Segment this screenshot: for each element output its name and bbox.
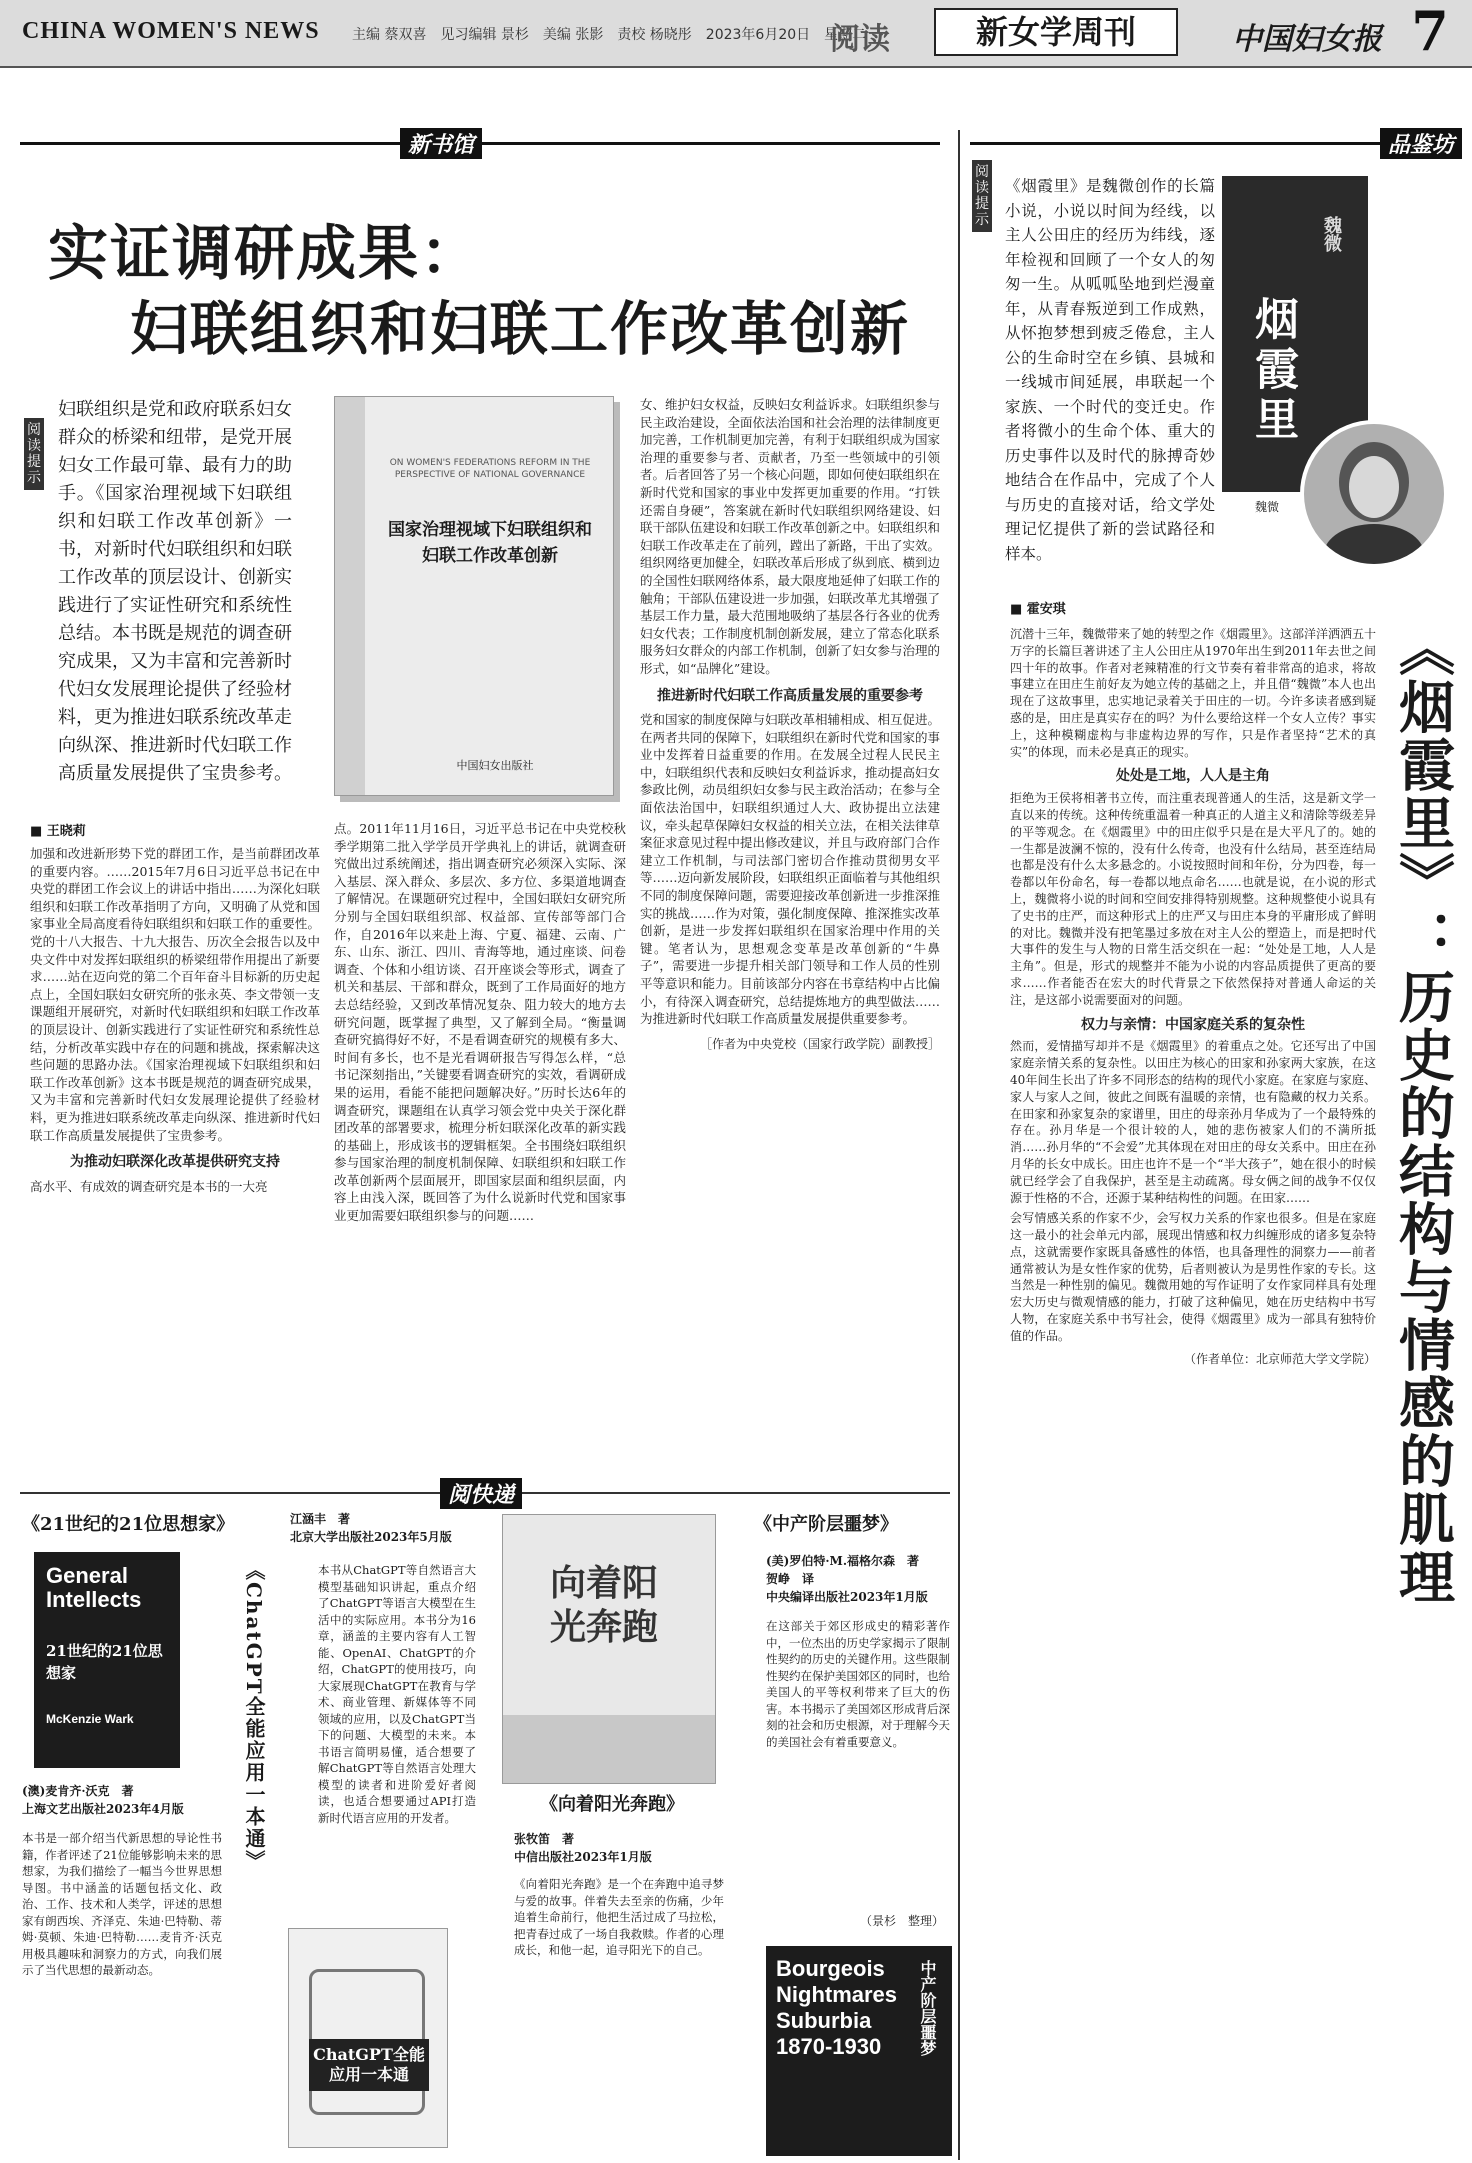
page-number: 7 (1411, 0, 1449, 63)
column-1-text: 加强和改进新形势下党的群团工作，是当前群团改革的重要内容。……2015年7月6日习近平总书记在中央党的群团工作会议上的讲话中指出……为深化妇联组织和妇联工作改革指明了方向，又明确了从党和国家事业全局高度看待妇联组织和妇联工作的重要性。党的十八大报告、十九大报告、历次全会报告以及中央文件中对发挥妇联组织的桥梁纽带作用提出了新要求……站在迈向党的第二个百年奋斗目标新的历史起点上，全国妇联妇女研究所的张永英、李文带领一支课题组开展研究，对新时代妇联组织和妇联工作改革的顶层设计、创新实践进行了实证性研究和系统性总结，分析改革实践中存在的问题和挑战，探索解决这些问题的思路办法。《国家治理视域下妇联组织和妇联工作改革创新》这本书既是规范的调查研究成果，又为丰富和完善新时代妇女发展理论提供了经验材料，更为推进妇联系统改革走向纵深、推进新时代妇联工作高质量发展提供了宝贵参考。 (30, 846, 320, 1143)
article-intro: 妇联组织是党和政府联系妇女群众的桥梁和纽带，是党开展妇女工作最可靠、最有力的助手。《国家治理视域下妇联组织和妇联工作改革创新》一书，对新时代妇联组织和妇联工作改革的顶层设计、创新实践进行了实证性研究和系统性总结。本书既是规范的调查研究成果，又为丰富和完善新时代妇女发展理论提供了经验材料，更为推进妇联系统改革走向纵深、推进新时代妇联工作高质量发展提供了宝贵参考。 (58, 399, 292, 784)
book2-publisher: 北京大学出版社2023年5月版 (290, 1530, 452, 1544)
book-title: 国家治理视域下妇联组织和妇联工作改革创新 (388, 520, 592, 566)
reading-tip-tag: 阅读提示 (24, 418, 44, 490)
book4-cover (766, 1946, 952, 2156)
right-para-3: 然而，爱情描写却并不是《烟霞里》的着重点之处。它还写出了中国家庭亲情关系的复杂性。以田庄为核心的田家和孙家两大家族，在这40年间生长出了许多不同形态的结构的现代小家庭。在家庭与家庭、家人与家人之间，彼此之间既有温暖的亲情，也有隐藏的权力关系。在田家和孙家复杂的家谱里，田庄的母亲孙月华成为了一个最特殊的存在。孙月华是一个很计较的人，她的悲伤被家人们的不满所抵消……孙月华的“不会爱”尤其体现在对田庄的母女关系中。田庄在孙月华的长女中成长。田庄也许不是一个“半大孩子”，她在很小的时候就已经学会了自我保护，甚至是主动疏离。母女俩之间的战争不仅仅源于性格的不合，还源于某种结构性的问题。在田家…… (1010, 1039, 1376, 1205)
column-divider (958, 130, 960, 2160)
article-column-1 (30, 845, 320, 1195)
section-tag-express: 阅快递 (440, 1478, 522, 1509)
book2-title: 《ChatGPT全能应用一本通》 (242, 1560, 266, 1872)
book2-description: 本书从ChatGPT等自然语言大模型基础知识讲起，重点介绍了ChatGPT等语言大模型在生活中的实际应用。本书分为16章，涵盖的主要内容有人工智能、OpenAI、ChatGPT的介绍，ChatGPT的使用技巧，向大家展现ChatGPT在教育与学术、商业管理、新媒体等不同领域的应用，以及ChatGPT当下的问题、大模型的未来。本书语言简明易懂，适合想要了解ChatGPT等自然语言处理大模型的读者和进阶爱好者阅读，也适合想要通过API打造新时代语言应用的开发者。 (318, 1563, 476, 1825)
author-photo-face (1349, 456, 1399, 518)
article-author: ■ 王晓莉 (30, 824, 86, 839)
book4-byline (766, 1552, 950, 1606)
book3-author: 张牧笛 著 (514, 1832, 575, 1846)
book4-editor-credit: （景杉 整理） (860, 1914, 945, 1928)
book-spine (335, 397, 365, 796)
book1-byline (22, 1782, 222, 1818)
book-en-title: ON WOMEN'S FEDERATIONS REFORM IN THE PERSPECTIVE OF NATIONAL GOVERNANCE (389, 458, 591, 480)
book4-cover-en: Bourgeois Nightmares Suburbia 1870-1930 (776, 1956, 898, 2059)
book3-publisher: 中信出版社2023年1月版 (514, 1850, 652, 1864)
column-3-text-b: 党和国家的制度保障与妇联改革相辅相成、相互促进。在两者共同的保障下，妇联组织在新时代党和国家的事业中发挥着日益重要的作用。在发展全过程人民民主中，妇联组织代表和反映妇女利益诉求，推动提高妇女参政比例，动员组织妇女参与民主政治活动；在参与全面依法治国中，妇联组织通过人大、政协提出立法建议，牵头起草保障妇女权益的相关立法，在相关法律草案征求意见过程中提出修改建议，并且与政府部门合作建立工作机制，与司法部门密切合作推动贯彻男女平等……迈向新发展阶段，妇联组织正面临着与其他组织不同的制度保障问题，需要迎接改革创新进一步推深推实的挑战……作为对策，强化制度保障、推深推实改革创新，是进一步发挥妇联组织在国家治理中作用的关键。笔者认为，思想观念变革是改革创新的“牛鼻子”，需要进一步提升相关部门领导和工作人员的性别平等意识和能力。目前该部分内容在书章结构中占比偏小，有待深入调查研究，总结提炼地方的典型做法……为推进新时代妇联工作高质量发展提供重要参考。 (640, 712, 941, 1027)
book1-cover (34, 1552, 180, 1768)
book1-publisher: 上海文艺出版社2023年4月版 (22, 1802, 184, 1816)
author-photo-body (1324, 524, 1424, 568)
right-para-2: 拒绝为王侯将相著书立传，而注重表现普通人的生活，这是新文学一直以来的传统。这种传统重温着一种真正的人道主义和清除等级差异的平等观念。在《烟霞里》中的田庄似乎只是在是大平凡了的。她的一生都是波澜不惊的，没有什么传奇，也没有什么结局，甚至连结局也都是没有什么太多悬念的。小说按照时间和年份，分为四卷，每一卷都以年份命名，每一卷都以地点命名……也就是说，在小说的形式上，魏微将小说的时间和空间安排得特别规整。这种规整使小说具有了史书的庄严，而这种形式上的庄严又与田庄本身的平庸形成了鲜明的对比。魏微并没有把笔墨过多放在对主人公的塑造上，而是把时代大事件的发生与人物的日常生活交织在一起：“处处是工地，人人是主角”。但是，形式的规整并不能为小说的内容品质提供了更高的要求……作者能否在宏大的时代背景之下依然保持对普通人命运的关注，是这部小说需要面对的问题。 (1010, 791, 1376, 1007)
headline-line-2: 妇联组织和妇联工作改革创新 (130, 295, 911, 363)
book3-cover-title: 向着阳光奔跑 (549, 1562, 658, 1648)
newspaper-logo: 中国妇女报 (1232, 22, 1382, 57)
book4-title: 《中产阶层噩梦》 (754, 1514, 898, 1535)
column-name: 阅读 (830, 22, 890, 57)
article-signature: ［作者为中央党校（国家行政学院）副教授］ (699, 1036, 940, 1051)
right-reading-tip-tag: 阅读提示 (972, 160, 992, 232)
column-1-tail: 高水平、有成效的调查研究是本书的一大亮 (30, 1178, 268, 1194)
book1-description: 本书是一部介绍当代新思想的导论性书籍，作者评述了21位能够影响未来的思想家，为我们描绘了一幅当今世界思想导图。书中涵盖的话题包括文化、政治、工作、技术和人类学，评述的思想家有朗西埃、齐泽克、朱迪·巴特勒、蒂姆·莫顿、朱迪·巴特勒……麦肯齐·沃克用极具趣味和洞察力的方式，向我们展示了当代思想的最新动态。 (22, 1831, 222, 1977)
subhead-construction: 处处是工地，人人是主角 (1116, 768, 1270, 785)
author-photo (1300, 420, 1448, 568)
right-para-4: 会写情感关系的作家不少，会写权力关系的作家也很多。但是在家庭这一最小的社会单元内部，展现出情感和权力纠缠形成的诸多复杂特点，这就需要作家既具备感性的体悟，也具备理性的洞察力——前者通常被认为是女性作家的优势，后者则被认为是男性作家的专长。这当然是一种性别的偏见。魏微用她的写作证明了女作家同样具有处理宏大历史与微观情感的能力，打破了这种偏见，她在历史结构中书写人物，在家庭关系中书写社会，使得《烟霞里》成为一部具有独特价值的作品。 (1010, 1211, 1376, 1343)
book3-byline (514, 1830, 724, 1866)
right-vertical-headline: 《烟霞里》：历史的结构与情感的肌理 (1390, 620, 1456, 1606)
right-article-author: ■ 霍安琪 (1010, 602, 1066, 617)
author-photo-caption: 魏微 (1255, 500, 1280, 514)
book3-title: 《向着阳光奔跑》 (540, 1794, 684, 1815)
book4-description: 在这部关于郊区形成史的精彩著作中，一位杰出的历史学家揭示了限制性契约的历史的关键作用。这些限制性契约在保护美国郊区的同时，也给美国人的平等权利带来了巨大的伤害。本书揭示了美国郊区形成背后深刻的社会和历史根源，对于理解今天的美国社会有着重要意义。 (766, 1619, 950, 1749)
book1-cover-author: McKenzie Wark (46, 1712, 134, 1726)
headline-line-1: 实证调研成果： (48, 219, 482, 289)
paper-name: CHINA WOMEN'S NEWS (22, 18, 320, 44)
subhead-power-family: 权力与亲情：中国家庭关系的复杂性 (1081, 1016, 1305, 1033)
book1-cover-cn: 21世纪的21位思想家 (46, 1642, 163, 1682)
right-para-1: 沉潜十三年，魏微带来了她的转型之作《烟霞里》。这部洋洋洒洒五十万字的长篇巨著讲述了主人公田庄从1970年出生到2011年去世之间四十年的故事。作者对老辣精准的行文节奏有着非常高的追求，将故事建立在田庄生前好友为她立传的基础之上，并且借“魏微”本人也出现在了这故事里，忠实地记录着关于田庄的一切。今许多读者感到疑惑的是，田庄是真实存在的吗？为什么要给这样一个女人立传？事实上，这种模糊虚构与非虚构边界的写作，只是作者坚持“艺术的真实”的体现，而未必是真正的现实。 (1010, 627, 1377, 759)
section-tag-appreciation: 品鉴坊 (1380, 128, 1462, 159)
book3-cover (502, 1514, 716, 1784)
book1-author: (澳)麦肯齐·沃克 著 (22, 1784, 134, 1798)
book4-author: (美)罗伯特·M.福格尔森 著 (766, 1554, 919, 1568)
book-cover (334, 396, 614, 796)
right-signature: （作者单位：北京师范大学文学院） (1183, 1351, 1376, 1366)
book4-translator: 贺峥 译 (766, 1572, 815, 1586)
right-intro: 《烟霞里》是魏微创作的长篇小说，小说以时间为经线，以主人公田庄的经历为纬线，逐年检视和回顾了一个女人的匆匆一生。从呱呱坠地到烂漫童年，从青春叛逆到工作成熟，从怀抱梦想到疲乏倦怠，主人公的生命时空在乡镇、县城和一线城市间延展，串联起一个家族、一个时代的变迁史。作者将微小的生命个体、重大的历史事件以及时代的脉搏奇妙地结合在作品中，完成了个人与历史的直接对话，给文学处理记忆提供了新的尝试路径和样本。 (1005, 177, 1215, 563)
subhead-high-quality: 推进新时代妇联工作高质量发展的重要参考 (657, 687, 923, 704)
subhead-research-support: 为推动妇联深化改革提供研究支持 (70, 1154, 280, 1171)
book-publisher: 中国妇女出版社 (456, 759, 534, 772)
section-tag-new-books: 新书馆 (400, 128, 482, 159)
article-column-2: 点。2011年11月16日，习近平总书记在中央党校秋季学期第二批入学学员开学典礼上的讲话，就调查研究做出过系统阐述，指出调查研究必须深入实际、深入基层、深入群众、多层次、多方位、多渠道地调查了解情况。在课题研究过程中，全国妇联妇女研究所分别与全国妇联组织部、权益部、宣传部等部门合作，自2016年以来赴上海、宁夏、福建、云南、广东、山东、浙江、四川、青海等地，通过座谈、问卷调查、个体和小组访谈、召开座谈会等形式，调查了机关和基层、干部和群众，既到了工作局面好的地方去总结经验，又到改革情况复杂、阻力较大的地方去研究问题，既掌握了典型，又了解到全局。“衡量调查研究搞得好不好，不是看调查研究的规模有多大、时间有多长，也不是光看调研报告写得怎么样，“总书记深刻指出，”关键要看调查研究的实效，看调研成果的运用，看能不能把问题解决好。”历时长达6年的调查研究，课题组在认真学习领会党中央关于深化群团改革的部署要求，梳理分析妇联深化改革的新实践的基础上，形成该书的逻辑框架。全书围绕妇联组织参与国家治理的制度机制保障、妇联组织和妇联工作改革创新两个层面展开，即国家层面和组织层面，内容上由浅入深，既回答了为什么说新时代党和国家事业更加需要妇联组织参与的问题…… (334, 821, 626, 1224)
column-3-text: 女、维护妇女权益，反映妇女利益诉求。妇联组织参与民主政治建设，全面依法治国和社会治理的法律制度更加完善，工作机制更加完善，有利于妇联组织成为国家治理的重要参与者、贡献者，乃至一些领域中的引领者。后者回答了另一个核心问题，即如何使妇联组织在新时代党和国家的事业中发挥更加重要的作用。“打铁还需自身硬”，答案就在新时代妇联组织网络建设、妇联干部队伍建设和妇联工作改革创新之中。妇联组织和妇联工作改革走在了前列，蹚出了新路，干出了实效。组织网络更加健全，妇联改革后形成了纵到底、横到边的全国性妇联网络体系，最大限度地延伸了妇联工作的触角；干部队伍建设进一步加强，妇联改革尤其增强了基层工作力量，最大范围地吸纳了基层各行各业的优秀妇女代表；工作制度机制创新发展，建立了常态化联系服务妇女群众的内部工作机制，创新了妇女参与治理的形式，如“品牌化”建设。 (640, 397, 941, 676)
book4-publisher: 中央编译出版社2023年1月版 (766, 1590, 928, 1604)
weekly-title: 新女学周刊 (934, 8, 1178, 56)
yanxiali-cover-author: 魏微 (1321, 216, 1342, 252)
book1-title: 《21世纪的21位思想家》 (22, 1514, 235, 1535)
right-article-body (1010, 626, 1376, 1367)
book2-cover-title: ChatGPT全能应用一本通 (309, 2039, 429, 2091)
book1-cover-en: General Intellects (46, 1563, 142, 1612)
book2-byline (290, 1510, 480, 1546)
article-column-3 (640, 396, 940, 1053)
book3-description: 《向着阳光奔跑》是一个在奔跑中追寻梦与爱的故事。伴着失去至亲的伤痛，少年追着生命前行，他把生活过成了马拉松，把青春过成了一场自我救赎。作者的心理成长，和他一起，追寻阳光下的自己。 (514, 1877, 724, 1957)
book3-cover-ground (503, 1715, 716, 1784)
book4-cover-cn: 中产阶层噩梦 (918, 1960, 937, 2056)
book2-author: 江涵丰 著 (290, 1512, 351, 1526)
header-meta: 主编 蔡双喜 见习编辑 景杉 美编 张影 责校 杨晓彤 2023年6月20日 星期二 (352, 27, 867, 43)
book2-cover (288, 1928, 448, 2148)
yanxiali-cover-title: 烟霞里 (1247, 296, 1298, 446)
